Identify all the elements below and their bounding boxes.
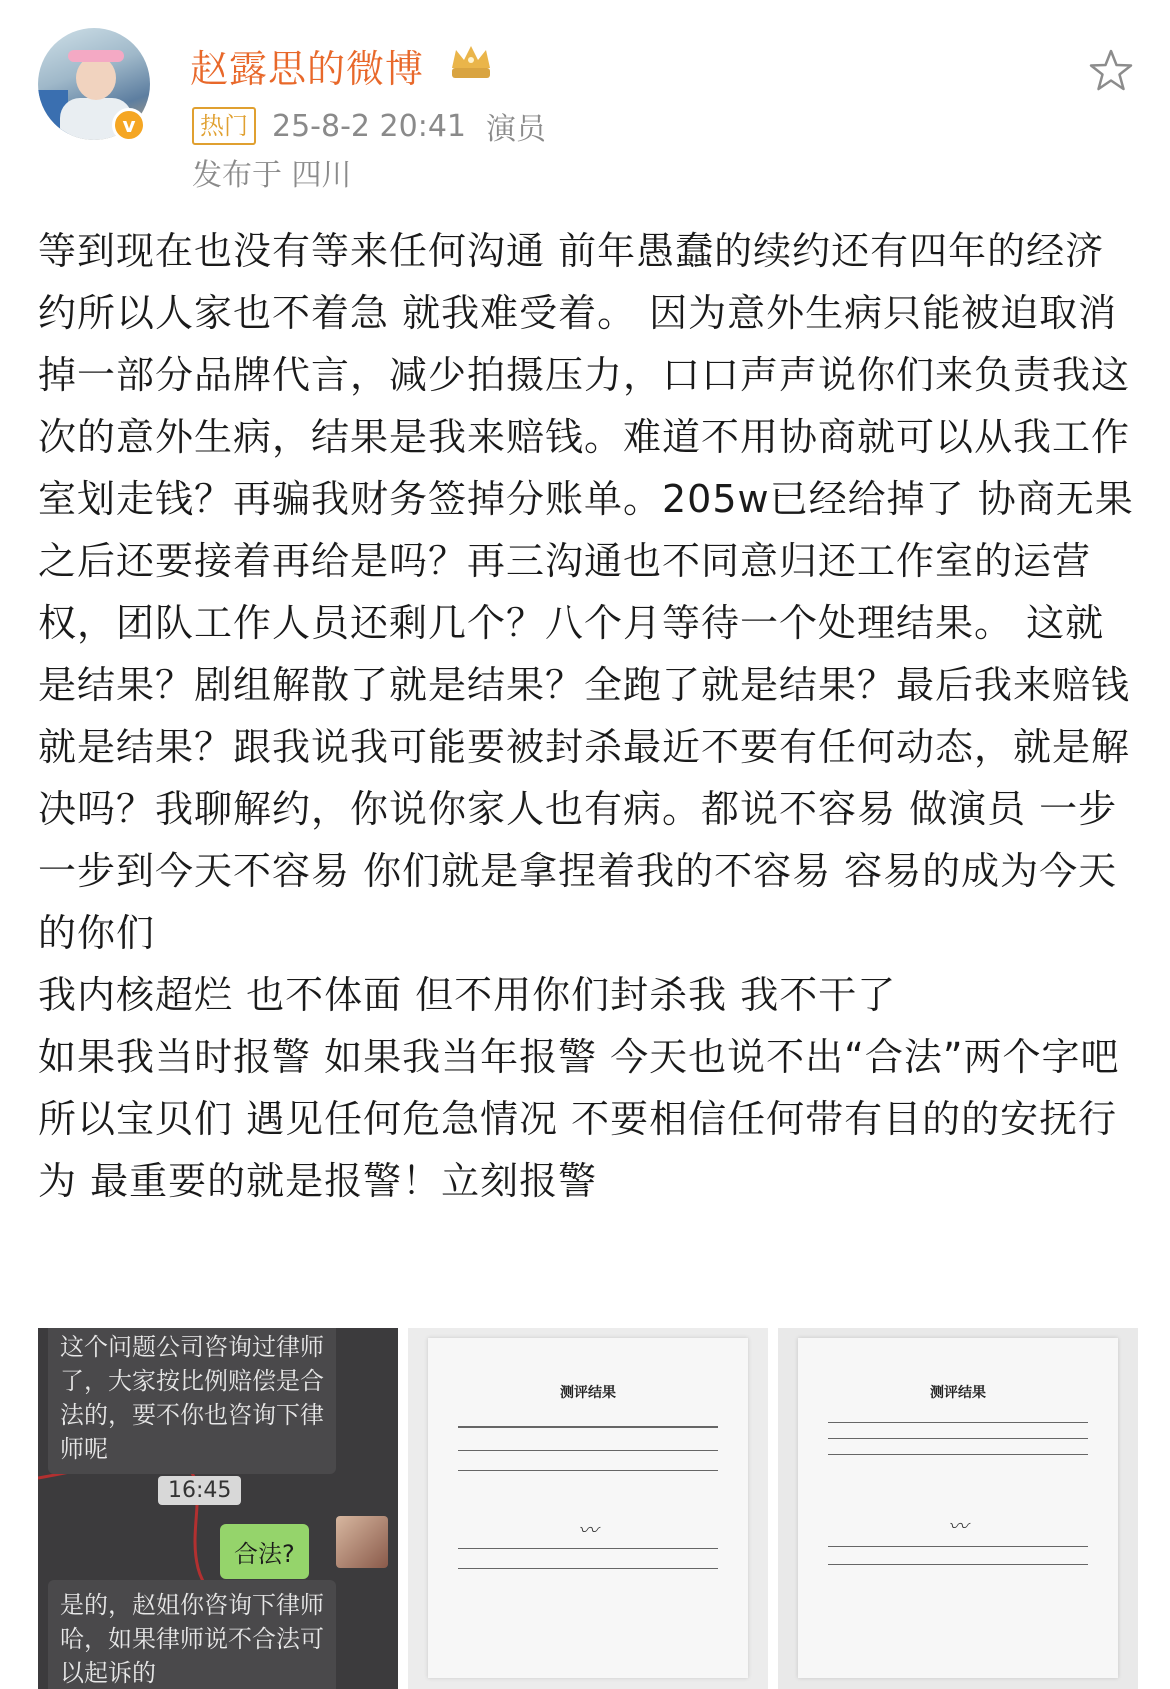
document-rule bbox=[828, 1546, 1088, 1547]
post-time: 25-8-2 20:41 bbox=[272, 108, 466, 144]
document-rule bbox=[458, 1548, 718, 1549]
chat-avatar bbox=[336, 1516, 388, 1568]
verified-badge-icon: v bbox=[112, 108, 146, 142]
document-rule bbox=[458, 1470, 718, 1471]
crown-icon bbox=[448, 44, 494, 80]
chat-screenshot-image[interactable] bbox=[38, 1328, 398, 1689]
document-rule bbox=[828, 1422, 1088, 1423]
avatar-detail bbox=[68, 50, 124, 62]
avatar-detail bbox=[76, 56, 116, 100]
document-paper bbox=[798, 1338, 1118, 1678]
document-image[interactable] bbox=[778, 1328, 1138, 1689]
document-image[interactable] bbox=[408, 1328, 768, 1689]
user-role: 演员 bbox=[486, 112, 546, 147]
signature-mark: 〰 bbox=[948, 1514, 968, 1538]
chat-timestamp: 16:45 bbox=[158, 1476, 241, 1505]
post-meta bbox=[192, 104, 546, 148]
document-paper bbox=[428, 1338, 748, 1678]
chat-message: 这个问题公司咨询过律师 了，大家按比例赔偿是合 法的，要不你也咨询下律 师呢 bbox=[48, 1328, 336, 1474]
signature-mark: 〰 bbox=[578, 1518, 598, 1542]
post-text: 等到现在也没有等来任何沟通 前年愚蠢的续约还有四年的经济约所以人家也不着急 就我难受着。 因为意外生病只能被迫取消掉一部分品牌代言，减少拍摄压力，口口声声说你们来负责我这次的意外生病，结果是我来赔钱。难道不用协商就可以从我工作室划走钱？再骗我财务签掉分账单。205w已经给掉了 协商无果 之后还要接着再给是吗？再三沟通也不同意归还工作室的运营权，团队工作人员还剩几个？八个月等待一个处理结果。 这就是结果？剧组解散了就是结果？全跑了就是结果？最后我来赔钱就是结果？跟我说我可能要被封杀最近不要有任何动态，就是解决吗？我聊解约，你说你家人也有病。都说不容易 做演员 一步一步到今天不容易 你们就是拿捏着我的不容易 容易的成为今天的你们 我内核超烂 也不体面 但不用你们封杀我 我不干了 如果我当时报警 如果我当年报警 今天也说不出“合法”两个字吧 所以宝贝们 遇见任何危急情况 不要相信任何带有目的的安抚行为 最重要的就是报警！立刻报警 bbox=[38, 229, 1134, 1203]
document-title: 测评结果 bbox=[560, 1385, 616, 1401]
document-rule bbox=[828, 1438, 1088, 1439]
post-header bbox=[0, 0, 1170, 200]
chat-message-self: 合法? bbox=[220, 1524, 309, 1579]
username[interactable]: 赵露思的微博 bbox=[190, 47, 425, 91]
star-outline-icon[interactable] bbox=[1086, 46, 1136, 96]
document-rule bbox=[458, 1450, 718, 1451]
hot-badge: 热门 bbox=[192, 107, 256, 145]
image-grid bbox=[38, 1328, 1138, 1689]
document-rule bbox=[458, 1426, 718, 1428]
document-rule bbox=[458, 1568, 718, 1569]
post-location: 发布于 四川 bbox=[192, 158, 352, 193]
document-title: 测评结果 bbox=[930, 1385, 986, 1401]
chat-message: 是的，赵姐你咨询下律师 哈，如果律师说不合法可 以起诉的 bbox=[48, 1580, 336, 1689]
document-rule bbox=[828, 1564, 1088, 1565]
document-rule bbox=[828, 1454, 1088, 1455]
